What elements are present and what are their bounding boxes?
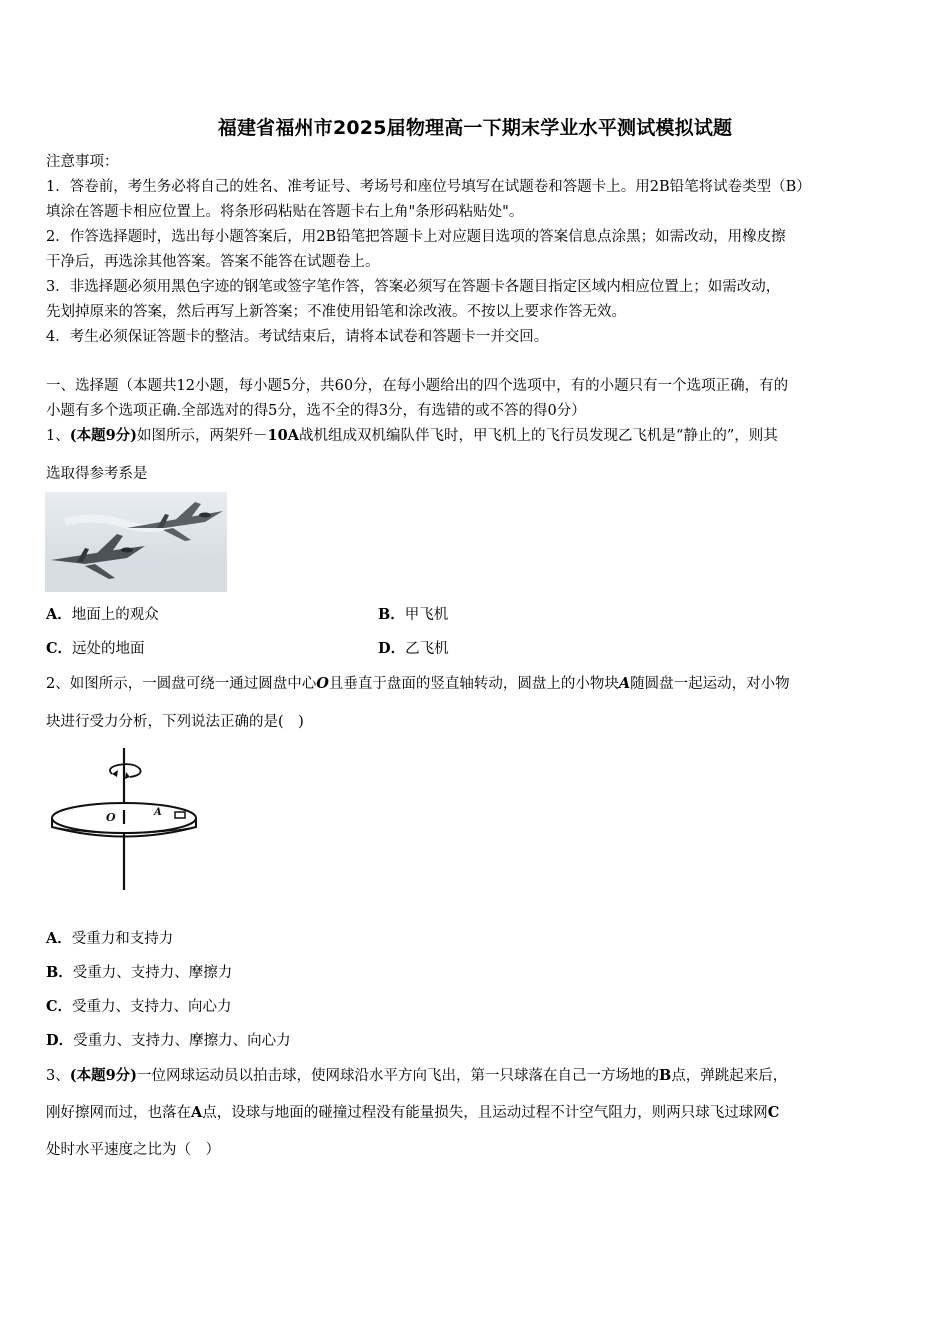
option-c[interactable] — [46, 640, 145, 658]
option-text: 乙飞机 — [405, 641, 449, 657]
option-letter: C． — [46, 640, 73, 657]
question-3-line-3: 处时水平速度之比为（ ） — [46, 1142, 220, 1158]
question-number: 2、 — [46, 676, 70, 692]
question-text: 如图所示，两架歼－ — [137, 428, 268, 444]
aircraft-model: 10A — [267, 427, 299, 444]
question-text: 如图所示，一圆盘可绕一通过圆盘中心 — [69, 676, 317, 692]
question-3-line-2 — [46, 1104, 779, 1122]
question-text: 点，设球与地面的碰撞过程没有能量损失，且运动过程不计空气阻力，则两只球飞过球网 — [202, 1105, 768, 1121]
option-c[interactable] — [46, 998, 232, 1016]
option-text: 远处的地面 — [72, 641, 145, 657]
fighter-jets-image — [45, 492, 227, 592]
notice-heading: 注意事项： — [46, 154, 119, 170]
question-2-line-1 — [46, 675, 790, 693]
option-text: 受重力、支持力、摩擦力、向心力 — [73, 1033, 291, 1049]
option-text: 受重力、支持力、摩擦力 — [72, 965, 233, 981]
notice-line-4: 干净后，再选涂其他答案。答案不能答在试题卷上。 — [46, 254, 380, 270]
symbol-c: C — [767, 1104, 780, 1121]
question-number: 1、 — [46, 428, 70, 444]
question-text: 随圆盘一起运动，对小物 — [630, 676, 790, 692]
question-1-line-1 — [46, 427, 778, 445]
block-a — [175, 812, 185, 818]
question-tag: (本题9分) — [69, 427, 138, 444]
option-a[interactable] — [46, 930, 173, 948]
question-text: 且垂直于盘面的竖直轴转动，圆盘上的小物块 — [328, 676, 619, 692]
option-letter: C． — [46, 998, 73, 1015]
question-tag: (本题9分) — [69, 1067, 138, 1084]
question-2-line-2: 块进行受力分析，下列说法正确的是( ) — [46, 714, 304, 730]
question-1-line-2: 选取得参考系是 — [46, 466, 148, 482]
figure-label-a: A — [154, 807, 162, 818]
option-text: 受重力和支持力 — [71, 931, 174, 947]
question-text: 战机组成双机编队伴飞时，甲飞机上的飞行员发现乙飞机是“静止的”，则其 — [298, 428, 778, 444]
option-letter: B． — [46, 964, 73, 981]
section-header-line-2: 小题有多个选项正确.全部选对的得5分，选不全的得3分，有选错的或不答的得0分） — [46, 403, 586, 419]
option-b[interactable] — [46, 964, 232, 982]
notice-line-5: 3．非选择题必须用黑色字迹的钢笔或签字笔作答，答案必须写在答题卡各题目指定区域内相应位置上；如需改动， — [46, 279, 781, 295]
option-a[interactable] — [46, 606, 159, 624]
symbol-o: O — [316, 675, 329, 692]
notice-line-7: 4．考生必须保证答题卡的整洁。考试结束后，请将本试卷和答题卡一并交回。 — [46, 329, 549, 345]
figure-label-o: O — [106, 811, 116, 824]
question-3-line-1 — [46, 1067, 787, 1085]
option-letter: B． — [378, 606, 405, 623]
option-d[interactable] — [46, 1032, 291, 1050]
symbol-a: A — [191, 1104, 203, 1121]
section-header-line-1: 一、选择题（本题共12小题，每小题5分，共60分，在每小题给出的四个选项中，有的小题只有一个选项正确，有的 — [46, 378, 789, 394]
option-letter: A． — [46, 930, 72, 947]
option-letter: D． — [378, 640, 406, 657]
rotating-disk-figure — [46, 748, 202, 890]
symbol-b: B — [659, 1067, 672, 1084]
arrow-head — [112, 770, 118, 777]
question-text: 点，弹跳起来后， — [671, 1068, 788, 1084]
notice-line-3: 2．作答选择题时，选出每小题答案后，用2B铅笔把答题卡上对应题目选项的答案信息点涂黑；如需改动，用橡皮擦 — [46, 229, 786, 245]
option-letter: D． — [46, 1032, 74, 1049]
notice-line-1: 1．答卷前，考生务必将自己的姓名、准考证号、考场号和座位号填写在试题卷和答题卡上。用2B铅笔将试卷类型（B） — [46, 179, 811, 195]
question-text: 一位网球运动员以拍击球，使网球沿水平方向飞出，第一只球落在自己一方场地的 — [137, 1068, 660, 1084]
notice-line-6: 先划掉原来的答案，然后再写上新答案；不准使用铅笔和涂改液。不按以上要求作答无效。 — [46, 304, 626, 320]
option-text: 地面上的观众 — [71, 607, 159, 623]
option-text: 甲飞机 — [404, 607, 449, 623]
option-d[interactable] — [378, 640, 449, 658]
option-letter: A． — [46, 606, 72, 623]
question-number: 3、 — [46, 1068, 70, 1084]
question-text: 刚好擦网而过，也落在 — [46, 1105, 191, 1121]
option-text: 受重力、支持力、向心力 — [72, 999, 232, 1015]
notice-line-2: 填涂在答题卡相应位置上。将条形码粘贴在答题卡右上角"条形码粘贴处"。 — [46, 204, 524, 220]
page-title: 福建省福州市2025届物理高一下期末学业水平测试模拟试题 — [217, 117, 733, 139]
symbol-a: A — [618, 675, 631, 692]
option-b[interactable] — [378, 606, 448, 624]
